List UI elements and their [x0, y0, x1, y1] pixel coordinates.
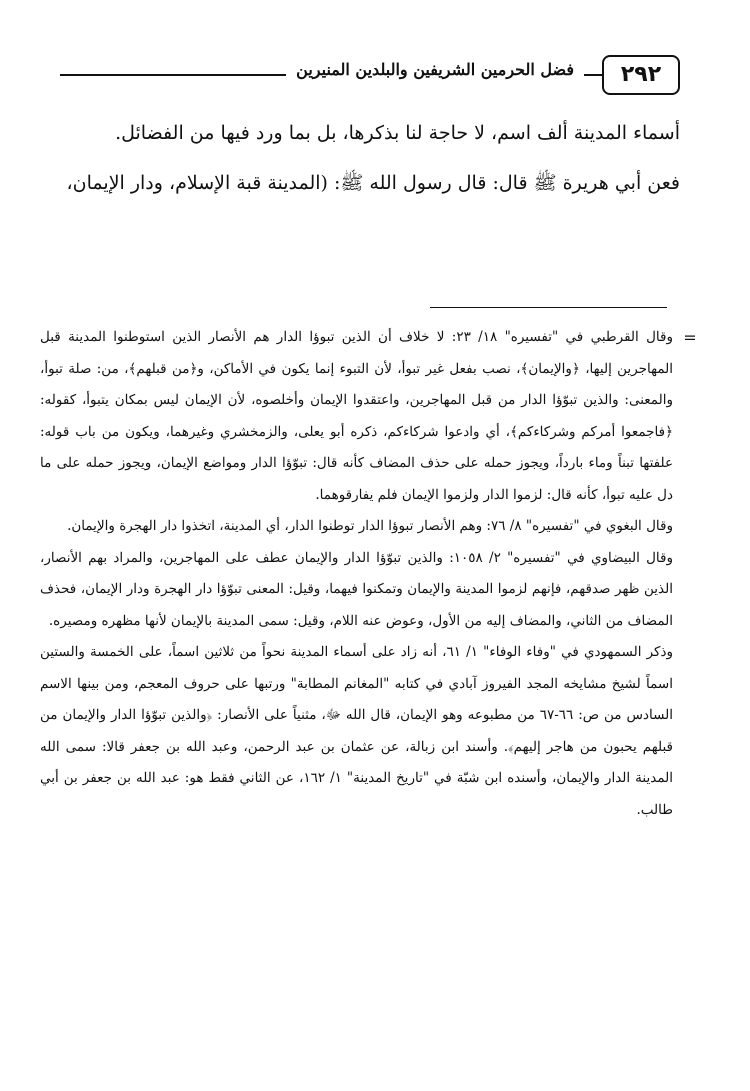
page-number-box: ٢٩٢	[602, 55, 680, 95]
running-title: فضل الحرمين الشريفين والبلدين المنيرين	[286, 60, 584, 79]
footnote-paragraph-samhudi: وذكر السمهودي في "وفاء الوفاء" ١/ ٦١، أنه زاد على أسماء المدينة نحواً من ثلاثين اسماً، على الخمسة والستين اسماً لشيخ مشايخه المجد الفيروز آبادي في كتابه "المغانم المطابة" ورتبها على حروف المعجم، ومن بينها الاسم السادس من ص: ٦٦-٦٧ من مطبوعه وهو الإيمان، قال الله ﷻ، مثنياً على الأنصار: ﴿والذين تبوّؤا الدار والإيمان من قبلهم يحبون من هاجر إليهم﴾. وأسند ابن زبالة، عن عثمان بن عبد الرحمن، وعبد الله بن جعفر قالا: سمى الله المدينة الدار والإيمان، وأسنده ابن شبّة في "تاريخ المدينة" ١/ ١٦٢، عن الثاني فقط هو: عبد الله بن جعفر بن أبي طالب.	[40, 644, 674, 818]
footnote-paragraph-baghawi: وقال البغوي في "تفسيره" ٨/ ٧٦: وهم الأنصار تبوؤا الدار توطنوا الدار، أي المدينة، اتخذوا دار الهجرة والإيمان.	[67, 518, 673, 534]
footnote-paragraph-baydawi: وقال البيضاوي في "تفسيره" ٢/ ١٠٥٨: والذين تبوّؤا الدار والإيمان عطف على المهاجرين، والمراد بهم الأنصار، الذين ظهر صدقهم، فإنهم لزموا المدينة والإيمان وتمكنوا فيهما، وقيل: المعنى تبوّؤا دار الهجرة ودار الإيمان، فحذف المضاف من الثاني، والمضاف إليه من الأول، وعوض عنه اللام، وقيل: سمى المدينة بالإيمان لأنها مظهره ومصيره.	[40, 549, 674, 629]
footnote-continuation-mark: =	[683, 328, 697, 347]
running-header	[60, 55, 680, 95]
main-paragraph: فعن أبي هريرة ﷺ قال: قال رسول الله ﷺ: (المدينة قبة الإسلام، ودار الإيمان،	[66, 172, 680, 194]
main-text	[60, 108, 680, 208]
footnote-paragraph-qurtubi: وقال القرطبي في "تفسيره" ١٨/ ٢٣: لا خلاف أن الذين تبوؤا الدار هم الأنصار الذين استوطنوا المدينة قبل المهاجرين إليها، ﴿والإيمان﴾، نصب بفعل غير تبوأ، لأن التبوء إنما يكون في الأماكن، و﴿من قبلهم﴾، من: صلة تبوأ، والمعنى: والذين تبوّؤا الدار من قبل المهاجرين، واعتقدوا الإيمان وأخلصوه، لأن الإيمان ليس بمكان يتبوأ، كقوله: ﴿فاجمعوا أمركم وشركاءكم﴾، أي وادعوا شركاءكم، ذكره أبو يعلى، والزمخشري وغيرهما، ويكون من باب قوله: علفتها تبناً وماء بارداً، ويجوز حمله على حذف المضاف كأنه قال: تبوّؤا الدار ومواضع الإيمان، ويجوز حمله على ما دل عليه تبوأ، كأنه قال: لزموا الدار ولزموا الإيمان فلم يفارقوهما.	[40, 329, 674, 503]
main-paragraph: أسماء المدينة ألف اسم، لا حاجة لنا بذكرها، بل بما ورد فيها من الفضائل.	[115, 122, 680, 144]
footnotes	[40, 322, 673, 826]
footnote-separator	[430, 307, 667, 308]
